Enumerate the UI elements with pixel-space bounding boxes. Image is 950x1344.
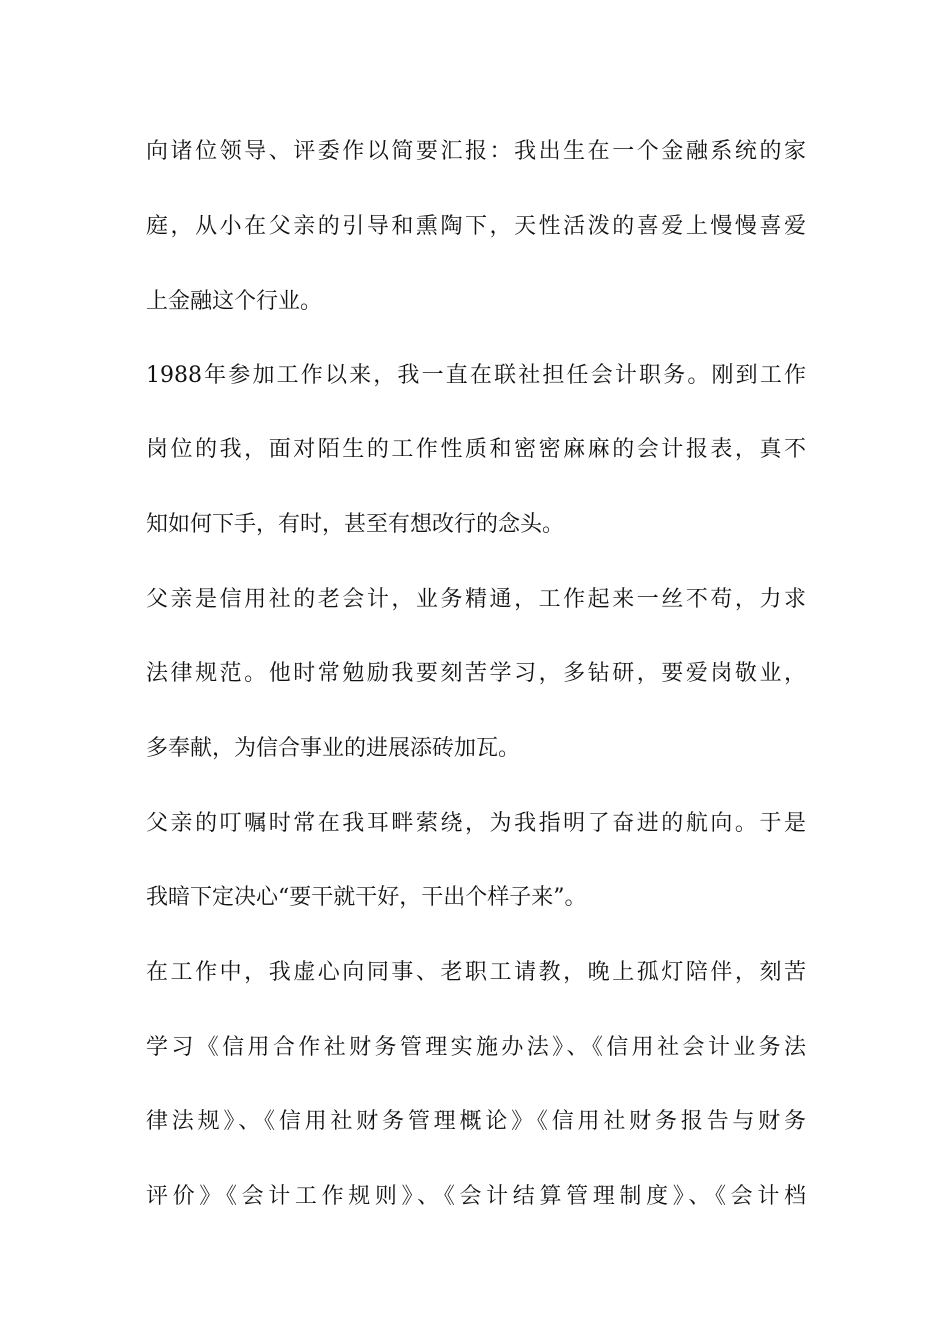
text-line: 上金融这个行业。 (146, 289, 323, 314)
text-line: 向诸位领导、评委作以简要汇报：我出生在一个金融系统的家 (146, 139, 806, 164)
text-line: 父亲是信用社的老会计，业务精通，工作起来一丝不苟，力求 (146, 587, 806, 612)
text-line: 父亲的叮嘱时常在我耳畔萦绕，为我指明了奋进的航向。于是 (146, 811, 806, 836)
text-line: 岗位的我，面对陌生的工作性质和密密麻麻的会计报表，真不 (146, 437, 806, 462)
text-line: 学习《信用合作社财务管理实施办法》、《信用社会计业务法 (146, 1035, 806, 1060)
text-line: 律法规》、《信用社财务管理概论》《信用社财务报告与财务 (146, 1109, 806, 1134)
text-line: 1988年参加工作以来，我一直在联社担任会计职务。刚到工作 (146, 363, 806, 388)
text-line: 知如何下手，有时，甚至有想改行的念头。 (146, 512, 565, 537)
text-line: 庭，从小在父亲的引导和熏陶下，天性活泼的喜爱上慢慢喜爱 (146, 214, 806, 239)
text-line: 法律规范。他时常勉励我要刻苦学习，多钻研，要爱岗敬业， (146, 661, 806, 686)
text-line: 多奉献，为信合事业的进展添砖加瓦。 (146, 736, 521, 761)
text-line: 我暗下定决心“要干就干好，干出个样子来”。 (146, 885, 587, 910)
text-line: 在工作中，我虚心向同事、老职工请教，晚上孤灯陪伴，刻苦 (146, 960, 806, 985)
text-line: 评价》《会计工作规则》、《会计结算管理制度》、《会计档 (146, 1184, 806, 1209)
